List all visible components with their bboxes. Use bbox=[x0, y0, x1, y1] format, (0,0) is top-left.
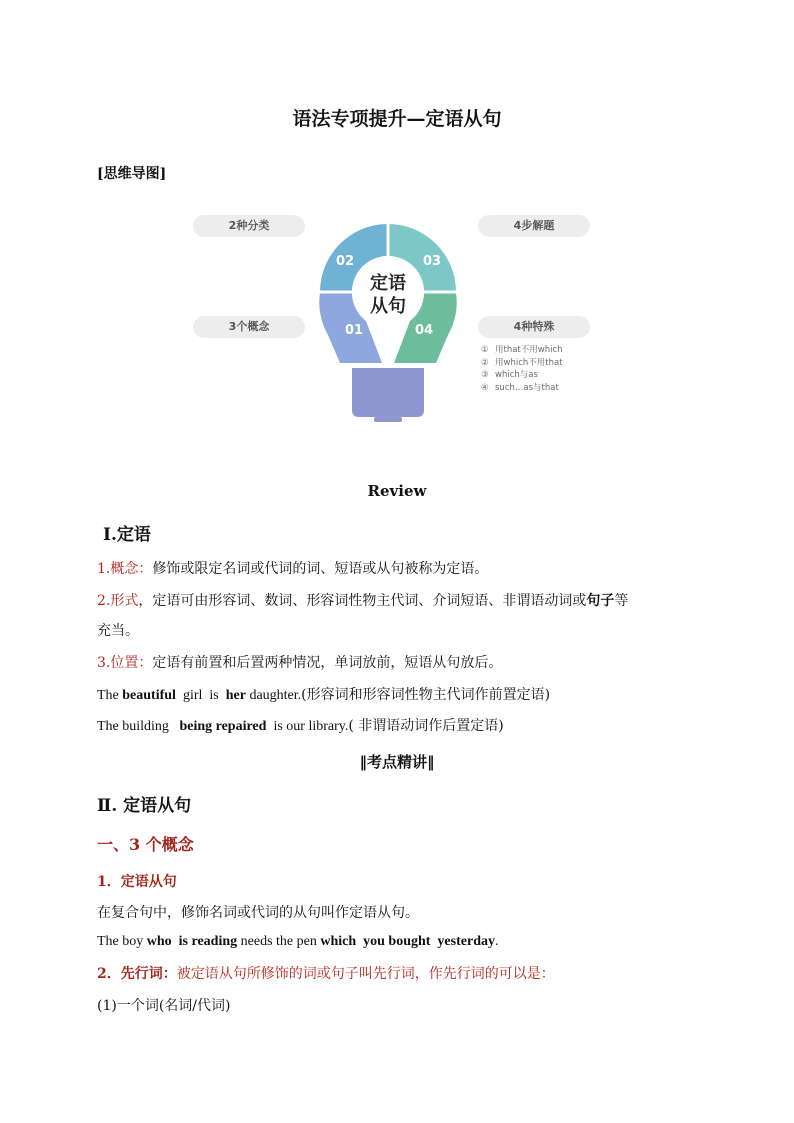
center-text-line1: 定语 bbox=[370, 273, 406, 294]
section1-item1: 1.概念：修饰或限定名词或代词的词、短语或从句被称为定语。 bbox=[97, 561, 489, 577]
page-title: 语法专项提升—定语从句 bbox=[292, 108, 502, 130]
review-title: Review bbox=[367, 482, 427, 500]
special-item: ② 用which不用that bbox=[481, 357, 563, 368]
segment-label-02: 02 bbox=[335, 254, 355, 269]
segment-label-04: 04 bbox=[414, 323, 434, 338]
section2-item2: 2．先行词：被定语从句所修饰的词或句子叫先行词，作先行词的可以是： bbox=[97, 966, 555, 982]
special-item: ① 用that不用which bbox=[481, 345, 563, 355]
mindmap bbox=[0, 0, 794, 450]
pill-4-steps: 4步解题 bbox=[478, 215, 590, 237]
bulb-base bbox=[352, 368, 424, 417]
special-item: ③ which与as bbox=[481, 370, 538, 381]
example-sentence-3: The boy who is reading needs the pen which you bought yesterday. bbox=[97, 934, 499, 949]
center-text-line2: 从句 bbox=[370, 296, 406, 317]
section2-item1-text: 在复合句中，修饰名词或代词的从句叫作定语从句。 bbox=[97, 905, 419, 921]
section2-heading: Ⅱ. 定语从句 bbox=[97, 796, 192, 816]
example-sentence-2: The building being repaired is our library.( 非谓语动词作后置定语) bbox=[97, 718, 504, 734]
segment-label-01: 01 bbox=[344, 323, 364, 338]
pill-3-concepts: 3个概念 bbox=[193, 316, 305, 338]
section2-sub1: 一、3 个概念 bbox=[97, 835, 194, 854]
section2-item1-label: 1．定语从句 bbox=[97, 874, 177, 890]
section1-item2: 2.形式，定语可由形容词、数词、形容词性物主代词、介词短语、非谓语动词或句子等 bbox=[97, 593, 629, 609]
example-sentence-1: The beautiful girl is her daughter.(形容词和形容词性物主代词作前置定语) bbox=[97, 687, 551, 703]
pill-2-categories: 2种分类 bbox=[193, 215, 305, 237]
kaodian-heading: ‖考点精讲‖ bbox=[359, 753, 435, 771]
segment-label-03: 03 bbox=[422, 254, 442, 269]
section2-item3: (1)一个词(名词/代词) bbox=[97, 998, 231, 1014]
pill-4-special: 4种特殊 bbox=[478, 316, 590, 338]
special-list bbox=[481, 344, 563, 394]
mindmap-tag: [思维导图] bbox=[97, 166, 167, 182]
section1-heading: Ⅰ.定语 bbox=[103, 525, 151, 545]
section1-item2-cont: 充当。 bbox=[97, 623, 139, 639]
section1-item3: 3.位置：定语有前置和后置两种情况，单词放前，短语从句放后。 bbox=[97, 655, 503, 671]
lightbulb-graphic bbox=[300, 205, 480, 430]
special-item: ④ such…as与that bbox=[481, 382, 559, 393]
